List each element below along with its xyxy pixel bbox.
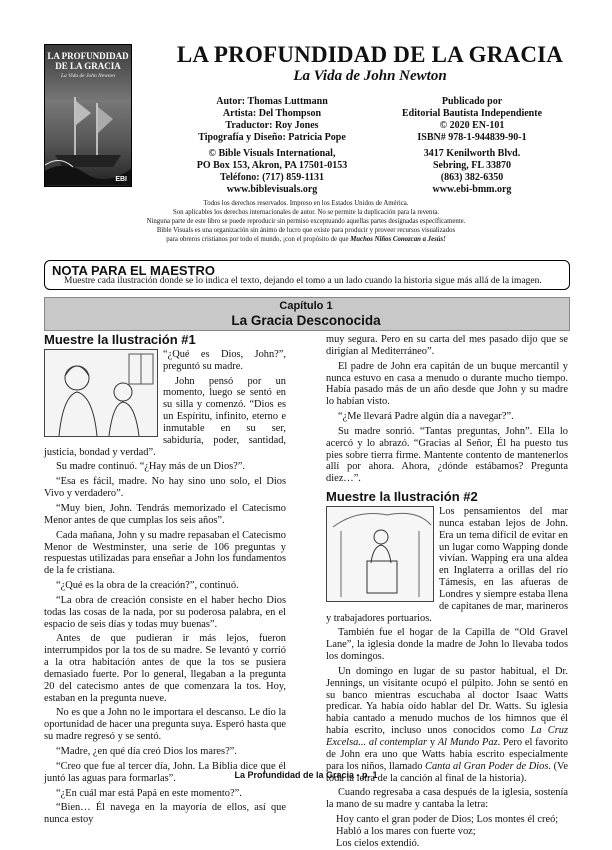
paragraph: “La obra de creación consiste en el haber hecho Dios todas las cosas de la nada, por su poderosa palabra, en el espacio de seis días y todas muy buenas”.	[44, 594, 286, 630]
page-title: LA PROFUNDIDAD DE LA GRACIA	[176, 42, 564, 67]
paragraph: Su madre continuó. “¿Hay más de un Dios?”.	[56, 461, 245, 473]
paragraph-text: . Pero el favorito de John era uno que Watts había escrito especialmente para los niños, llamado	[326, 737, 569, 772]
paragraph: “Creo que fue al tercer día, John. La Biblia dice que él juntó las aguas para formarlas”.	[44, 760, 286, 784]
hymn-title: La Cruz Excelsa... al contemplar	[326, 725, 568, 748]
teacher-note-text: Muestre cada ilustración donde se lo indica el texto, dejando el tomo a un lado cuando la historia sigue más allá de la imagen.	[64, 276, 542, 286]
verse-line: Los cielos extendió.	[336, 837, 420, 849]
credit-line: Tipografía y Diseño: Patricia Pope	[198, 132, 346, 143]
rights-line: Bible Visuals es una organización sin ánimo de lucro que existe para producir y proveer recursos visualizados	[156, 227, 456, 234]
rights-notice	[44, 199, 568, 244]
paragraph: muy segura. Pero en su carta del mes pasado dijo que se dirigían al Mediterráneo”.	[326, 334, 568, 357]
mother-child-drawing	[45, 350, 157, 436]
paragraph: “Muy bien, John. Tendrás memorizado el Catecismo Menor antes de que cumplas los seis años”.	[44, 502, 286, 526]
paragraph: John pensó por un momento, luego se sentó en su silla y comenzó. “Dios es un Espíritu, infinito, eterno e inmutable en su ser, sabiduría, poder, santidad, justicia, bondad y verdad”.	[44, 375, 286, 458]
hymn-title: Al Mundo Paz	[437, 737, 498, 748]
cover-subtitle: La Vida de John Newton	[61, 73, 115, 79]
paragraph: Cuando regresaba a casa después de la iglesia, sostenía la mano de su madre y cantaba la letra:	[326, 787, 568, 811]
rights-line: Todos los derechos reservados. Impreso en los Estados Unidos de América.	[203, 200, 409, 207]
paragraph: Antes de que pudieran ir más lejos, fueron interrumpidos por la tos de su madre. Se levantó y corrió a la otra habitación antes de que la tos se pusiera demasiado fuerte. Por lo general, llegaban a la pregunta 20 del catecismo antes de que comenzara la tos. Hoy, estaban en la pregunta nueve.	[44, 633, 286, 704]
credit-line: © Bible Visuals International,	[208, 148, 336, 159]
column-left	[44, 334, 286, 829]
paragraph: No es que a John no le importara el descanso. Le dio la oportunidad de hacer una pregunta suya. Esperó hasta que su madre regresó y se sentó.	[44, 707, 286, 743]
paragraph: “¿Qué es la obra de la creación?”, continuó.	[56, 580, 239, 592]
credit-line: (863) 382-6350	[440, 172, 504, 183]
credit-line: Editorial Bautista Independiente	[401, 108, 543, 119]
paragraph: Cada mañana, John y su madre repasaban el Catecismo Menor de Westminster, una serie de 106 preguntas y respuestas utilizadas para enseñar a John los fundamentos de la fe cristiana.	[44, 529, 286, 577]
paragraph: “¿En cuál mar está Papá en este momento?”.	[56, 787, 242, 799]
paragraph-text: . (Ve toda la letra de la canción al final de la historia).	[326, 760, 568, 784]
credit-line: www.ebi-bmm.org	[432, 184, 512, 195]
preacher-pulpit-drawing	[327, 507, 433, 601]
ship-illustration	[45, 85, 131, 185]
chapter-title: La Gracia Desconocida	[231, 313, 381, 328]
rights-line	[44, 235, 568, 244]
credit-line: www.biblevisuals.org	[226, 184, 318, 195]
rights-text: para obreros cristianos por todo el mundo, ¡con el propósito de que	[166, 236, 351, 243]
paragraph: El padre de John era capitán de un buque mercantil y nunca estuvo en casa a menudo o durante mucho tiempo. Había pasado más de un año desde que John y su madre lo habían visto.	[326, 360, 568, 408]
credit-line: ISBN# 978-1-944839-90-1	[417, 132, 527, 143]
credit-line: Teléfono: (717) 859-1131	[219, 172, 325, 183]
rights-line: Ninguna parte de este libro se puede reproducir sin permiso exceptuando aquellas partes designadas específicamente.	[146, 218, 466, 225]
paragraph: “Esa es fácil, madre. No hay sino uno solo, el Dios Vivo y verdadero”.	[44, 476, 286, 500]
teacher-note-heading: NOTA PARA EL MAESTRO	[52, 263, 215, 278]
verse-line: Hoy canto el gran poder de Dios; Los montes él creó;	[336, 814, 559, 826]
page-subtitle: La Vida de John Newton	[293, 68, 447, 84]
cover-image	[44, 44, 132, 187]
credit-line: Autor: Thomas Luttmann	[216, 96, 328, 107]
credit-line: Sebring, FL 33870	[432, 160, 512, 171]
rights-line: Son aplicables los derechos internacionales de autor. No se permite la duplicación para la reventa.	[172, 209, 440, 216]
credit-line: 3417 Kenilworth Blvd.	[423, 148, 521, 159]
paragraph: También fue el hogar de la Capilla de “Old Gravel Lane”, la iglesia donde la madre de John lo llevaba todos los domingos.	[326, 627, 568, 663]
hymn-verse	[336, 814, 568, 850]
illustration-1-heading: Muestre la Ilustración #1	[44, 332, 196, 347]
credit-line: PO Box 153, Akron, PA 17501-0153	[196, 160, 348, 171]
hymn-title: Canta al Gran Poder de Dios	[425, 760, 549, 772]
paragraph: “¿Qué es Dios, John?”, preguntó su madre.	[163, 348, 286, 372]
cover-title: LA PROFUNDIDAD DE LA GRACIA	[47, 51, 129, 71]
paragraph-text: y	[427, 737, 438, 748]
chapter-number: Capítulo 1	[279, 300, 333, 312]
illustration-1	[44, 349, 158, 437]
paragraph: Su madre sonrió. “Tantas preguntas, John”. Ella lo acercó y lo abrazó. “Gracias al Señor, Él ha puesto tus pies sobre tierra firme. Mantente contento de mantenerlos allí por ahora. Ahora, ¿dónde estábamos? Pregunta diez…”.	[326, 425, 568, 485]
credit-line: Artista: Del Thompson	[222, 108, 322, 119]
credit-line: Traductor: Roy Jones	[225, 120, 319, 131]
credits-right	[372, 96, 572, 196]
paragraph: “Madre, ¿en qué día creó Dios los mares?”.	[56, 746, 237, 757]
credits-left	[172, 96, 372, 196]
illustration-2	[326, 506, 434, 602]
publisher-logo: EBI	[115, 176, 127, 183]
rights-motto: Muchos Niños Conozcan a Jesús!	[350, 236, 446, 243]
verse-line: Habló a los mares con fuerte voz;	[336, 825, 476, 837]
page-footer: La Profundidad de la Gracia - p. 1	[234, 770, 378, 780]
paragraph-text: Un domingo en lugar de su pastor habitual, el Dr. Jennings, un visitante ocupó el púlpito. John se sentó en su banco mientras escuchaba al doctor Isaac Watts predicar. Ya había oído hablar del Dr. Watts. Su iglesia había cantado a menudo muchos de los himnos que él había escrito, incluso unos conocidos como	[326, 665, 568, 737]
credit-line: © 2020 EN-101	[439, 120, 505, 131]
paragraph	[326, 666, 568, 784]
paragraph: “Bien… Él navega en la mayoría de ellos, así que nunca estoy	[44, 802, 286, 826]
credit-line: Publicado por	[441, 96, 503, 107]
paragraph: “¿Me llevará Padre algún día a navegar?”.	[338, 411, 514, 423]
illustration-2-heading: Muestre la Ilustración #2	[326, 489, 478, 505]
paragraph: Los pensamientos del mar nunca estaban lejos de John. Era un tema difícil de evitar en un lugar como Wapping donde vivían. Wapping era una aldea en Inglaterra a orillas del río Támesis, en las afueras de Londres y siempre estaba llena de capitanes de mar, marineros y trabajadores portuarios.	[326, 505, 568, 624]
